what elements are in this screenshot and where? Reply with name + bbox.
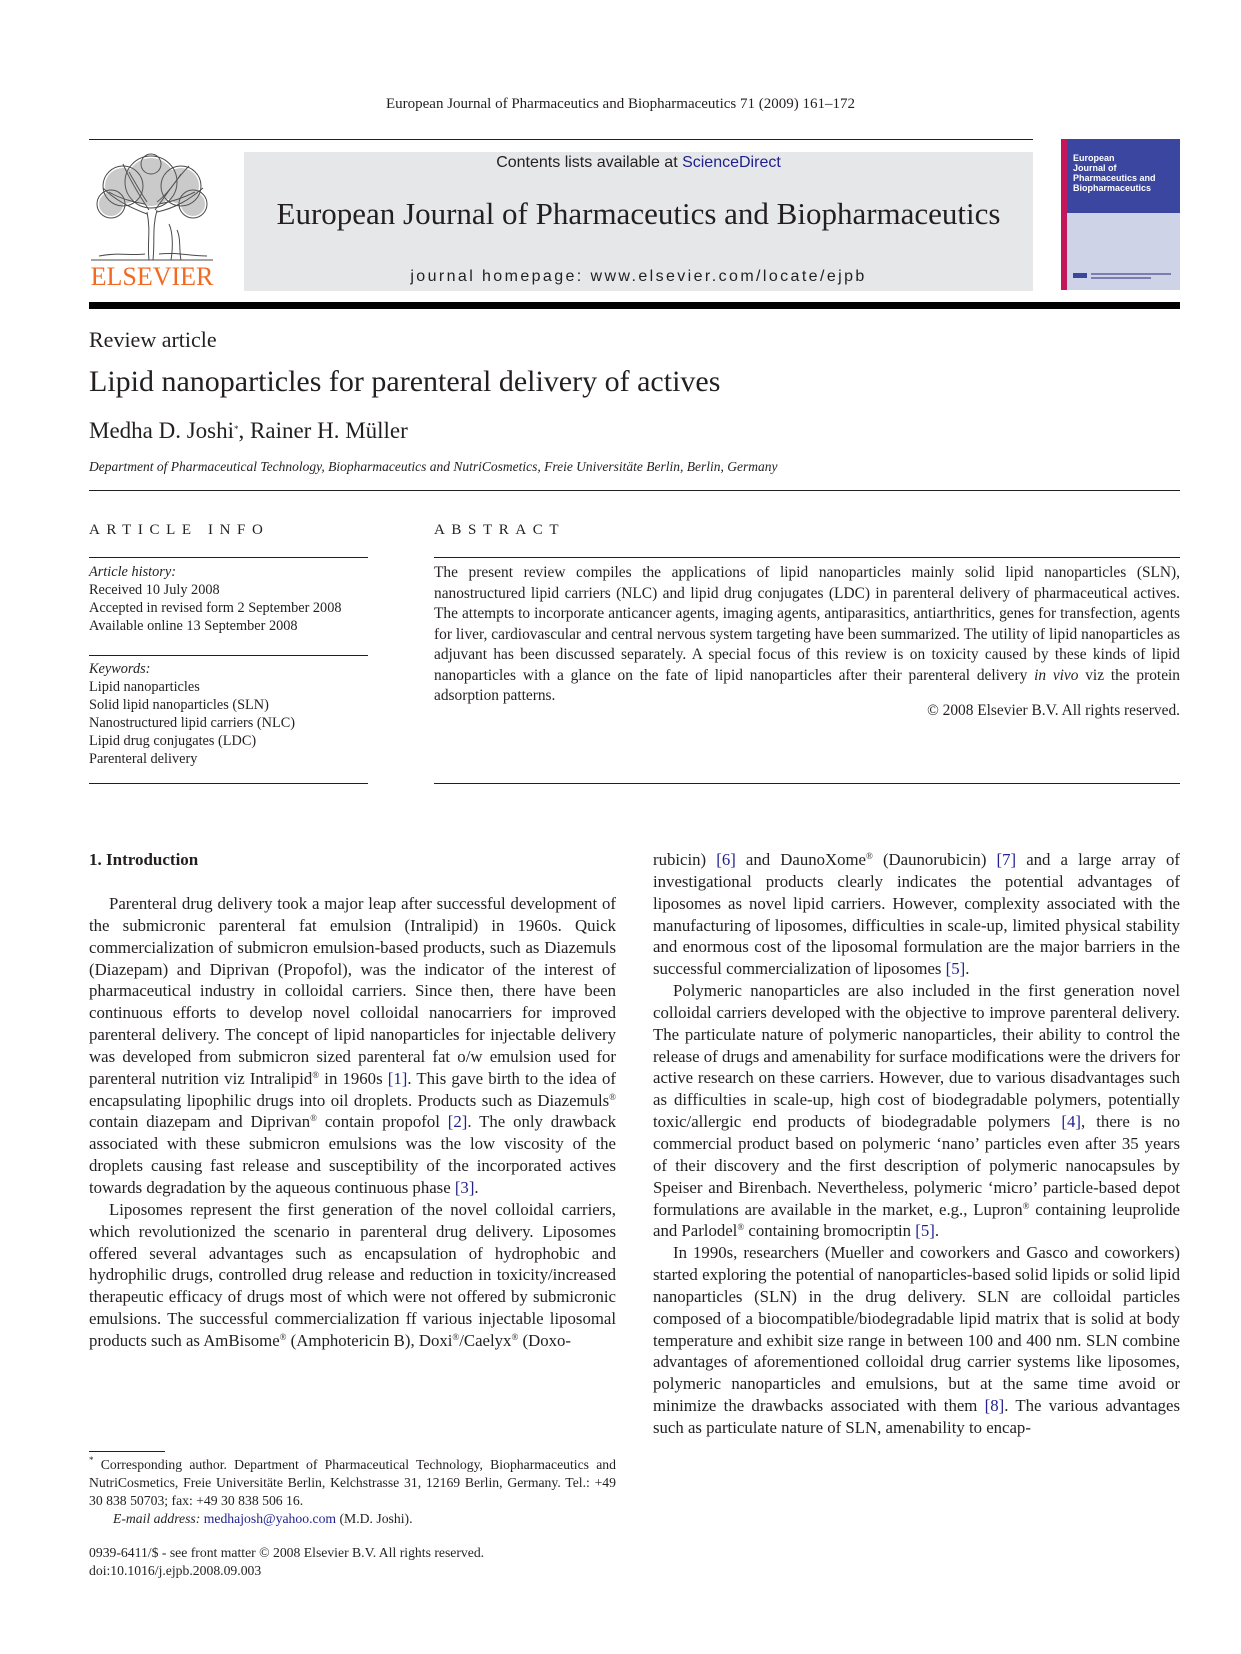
email-link[interactable]: medhajosh@yahoo.com [203, 1511, 337, 1526]
citation-link[interactable]: [8] [984, 1396, 1005, 1416]
abstract-text [434, 563, 1180, 707]
front-matter [89, 1544, 484, 1580]
abstract-rule [434, 783, 1180, 784]
article-type: Review article [89, 327, 217, 352]
abstract-heading: ABSTRACT [434, 522, 566, 538]
author-list [89, 418, 408, 444]
journal-masthead [244, 152, 1033, 291]
metadata-rule [89, 490, 1180, 491]
cover-footer-icon [1073, 271, 1173, 281]
keyword: Solid lipid nanoparticles (SLN) [89, 697, 269, 713]
keyword: Lipid drug conjugates (LDC) [89, 733, 257, 749]
sciencedirect-link[interactable]: ScienceDirect [682, 154, 781, 171]
elsevier-tree-icon [89, 152, 215, 262]
journal-name: European Journal of Pharmaceutics and Biopharmaceutics [276, 196, 1001, 231]
cover-stripe [1061, 139, 1067, 290]
abstract-text-part: The present review compiles the applications of lipid nanoparticles mainly solid lipid nanoparticles (SLN), nanostructured lipid carriers (NLC) and lipid drug conjugates (LDC) in parenteral delivery of pharmaceutical actives. The attempts to incorporate anticancer agents, imaging agents, antiparasitics, antiarthritics, genes for transfection, agents for liver, cardiovascular and central nervous system targeting have been summarized. The utility of lipid nanoparticles as adjuvant has been discussed separately. A special focus of this review is on toxicity caused by these kinds of lipid nanoparticles with a glance on the fate of lipid nanoparticles after their parenteral delivery [434, 564, 1180, 684]
citation-link[interactable]: [3] [454, 1177, 475, 1197]
journal-homepage[interactable]: journal homepage: www.elsevier.com/locate/ejpb [410, 268, 867, 285]
keyword: Lipid nanoparticles [89, 679, 200, 695]
body-column-right [653, 849, 1180, 1439]
header-rule [89, 139, 1033, 140]
keywords-label: Keywords: [89, 661, 151, 677]
body-paragraph: In 1990s, researchers (Mueller and coworkers and Gasco and coworkers) started exploring the potential of nanoparticles-based solid lipids or solid lipid nanoparticles (SLN) in the drug delivery. SLN are colloidal particles composed of a biocompatible/biodegradable lipid matrix that is solid at body temperature and exhibit size range in between 100 and 400 nm. SLN combine advantages of aforementioned colloidal drug carrier systems like liposomes, polymeric nanoparticles and emulsions, but at the same time avoid or minimize the drawbacks associated with them [8]. The various advantages such as particulate nature of SLN, amenability to encap- [653, 1243, 1180, 1437]
author-name: , Rainer H. Müller [238, 418, 408, 443]
author-affiliation: Department of Pharmaceutical Technology, Biopharmaceutics and NutriCosmetics, Freie Universitäte Berlin, Berlin, Germany [89, 459, 778, 474]
section-heading: 1. Introduction [89, 850, 199, 869]
citation-link[interactable]: [4] [1061, 1112, 1081, 1132]
article-title: Lipid nanoparticles for parenteral delivery of actives [89, 365, 721, 398]
doi-line[interactable]: doi:10.1016/j.ejpb.2008.09.003 [89, 1563, 262, 1578]
email-label: E-mail address: [113, 1511, 204, 1526]
citation-link[interactable]: [2] [447, 1112, 468, 1132]
article-history [89, 563, 342, 635]
elsevier-logo [89, 152, 215, 292]
info-rule [89, 655, 368, 656]
body-paragraph: Polymeric nanoparticles are also included in the first generation novel colloidal carriers developed with the objective to improve parenteral delivery. The particulate nature of polymeric nanoparticles, their ability to control the release of drugs and amenability for surface modifications were the drivers for active research on these carriers. However, due to various disadvantages such as difficulties in scale-up, high cost of biodegradable polymers, potentially toxic/allergic end products of biodegradable polymers [4], there is no commercial product based on polymeric ‘nano’ particles even after 35 years of their discovery and the first description of polymeric nanocapsules by Speiser and Birenbach. Nevertheless, polymeric ‘micro’ particle-based depot formulations are available in the market, e.g., Lupron® containing leuprolide and Parlodel® containing bromocriptin [5]. [653, 981, 1181, 1241]
corresponding-author-footnote [89, 1456, 616, 1528]
body-paragraph: rubicin) [6] and DaunoXome® (Daunorubicin) [7] and a large array of investigational products clearly indicates the potential advantages of liposomes as novel lipid carriers. However, complexity associated with the manufacturing of liposomes, difficulties in scale-up, limited physical stability and enormous cost of the liposomal formulation are the major barriers in the successful commercialization of liposomes [5]. [653, 850, 1180, 979]
masthead-thick-rule [89, 302, 1180, 309]
footnote-email-line [89, 1510, 616, 1528]
article-info-heading: ARTICLE INFO [89, 522, 270, 538]
footnote-rule [89, 1451, 165, 1452]
elsevier-wordmark: ELSEVIER [90, 262, 214, 291]
abstract-rule [434, 557, 1180, 558]
citation-link[interactable]: [6] [716, 850, 736, 869]
citation-link[interactable]: [1] [387, 1068, 408, 1088]
keyword: Nanostructured lipid carriers (NLC) [89, 715, 296, 731]
history-label: Article history: [89, 564, 176, 580]
citation-link[interactable]: [5] [945, 959, 966, 979]
keywords [89, 660, 295, 768]
abstract-text-part: viz the protein adsorption patterns. [434, 666, 1181, 704]
abstract-text-italic: in vivo [1034, 666, 1079, 684]
footnote-text: Corresponding author. Department of Pharmaceutical Technology, Biopharmaceutics and NutriCosmetics, Freie Universitäte Berlin, Kelchstrasse 31, 12169 Berlin, Germany. Tel.: +49 30 838 50703; fax: +49 30 838 506 16. [89, 1457, 616, 1508]
history-received: Received 10 July 2008 [89, 582, 220, 598]
citation-link[interactable]: [5] [915, 1221, 935, 1241]
citation-link[interactable]: [7] [996, 850, 1017, 869]
abstract-copyright: © 2008 Elsevier B.V. All rights reserved. [927, 702, 1180, 719]
contents-prefix: Contents lists available at [496, 154, 683, 171]
body-column-left [89, 893, 616, 1352]
issn-line: 0939-6411/$ - see front matter © 2008 Elsevier B.V. All rights reserved. [89, 1545, 485, 1560]
corresponding-author-mark[interactable]: * [234, 424, 239, 434]
keyword: Parenteral delivery [89, 751, 198, 767]
history-revised: Accepted in revised form 2 September 2008 [89, 600, 342, 616]
history-online: Available online 13 September 2008 [89, 618, 298, 634]
body-paragraph: Liposomes represent the first generation of the novel colloidal carriers, which revolutionized the scenario in parenteral drug delivery. Liposomes offered several advantages such as encapsulation of hydrophobic and hydrophilic drugs, controlled drug release and reduction in toxicity/increased therapeutic efficacy of drugs most of which were not offered by submicronic emulsions. The successful commercialization ff various injectable liposomal products such as AmBisome® (Amphotericin B), Doxi®/Caelyx® (Doxo- [89, 1199, 616, 1350]
author-name: Medha D. Joshi [89, 418, 235, 443]
journal-citation: European Journal of Pharmaceutics and Biopharmaceutics 71 (2009) 161–172 [385, 96, 856, 112]
journal-cover-thumbnail [1061, 139, 1180, 290]
body-paragraph: Parenteral drug delivery took a major leap after successful development of the submicronic parenteral fat emulsion (Intralipid) in 1960s. Quick commercialization of submicron emulsion-based products, such as Diazemuls (Diazepam) and Diprivan (Propofol), was the indicator of the interest of pharmaceutical industry in colloidal carriers. Since then, there have been continuous efforts to develop novel colloidal nanocarriers for improved parenteral delivery. The concept of lipid nanoparticles for injectable delivery was developed from submicron sized parenteral fat o/w emulsion used for parenteral nutrition viz Intralipid® in 1960s [1]. This gave birth to the idea of encapsulating lipophilic drugs into oil droplets. Products such as Diazemuls® contain diazepam and Diprivan® contain propofol [2]. The only drawback associated with these submicron emulsions was the low viscosity of the droplets causing fast release and susceptibility of the incorporated actives towards degradation by the aqueous continuous phase [3]. [89, 894, 617, 1197]
footnote-mark: * [89, 1455, 94, 1465]
email-suffix: (M.D. Joshi). [336, 1511, 413, 1526]
info-rule [89, 783, 368, 784]
contents-line [244, 154, 1033, 172]
info-rule [89, 557, 368, 558]
cover-title: European Journal of Pharmaceutics and Biopharmaceutics [1073, 153, 1156, 193]
